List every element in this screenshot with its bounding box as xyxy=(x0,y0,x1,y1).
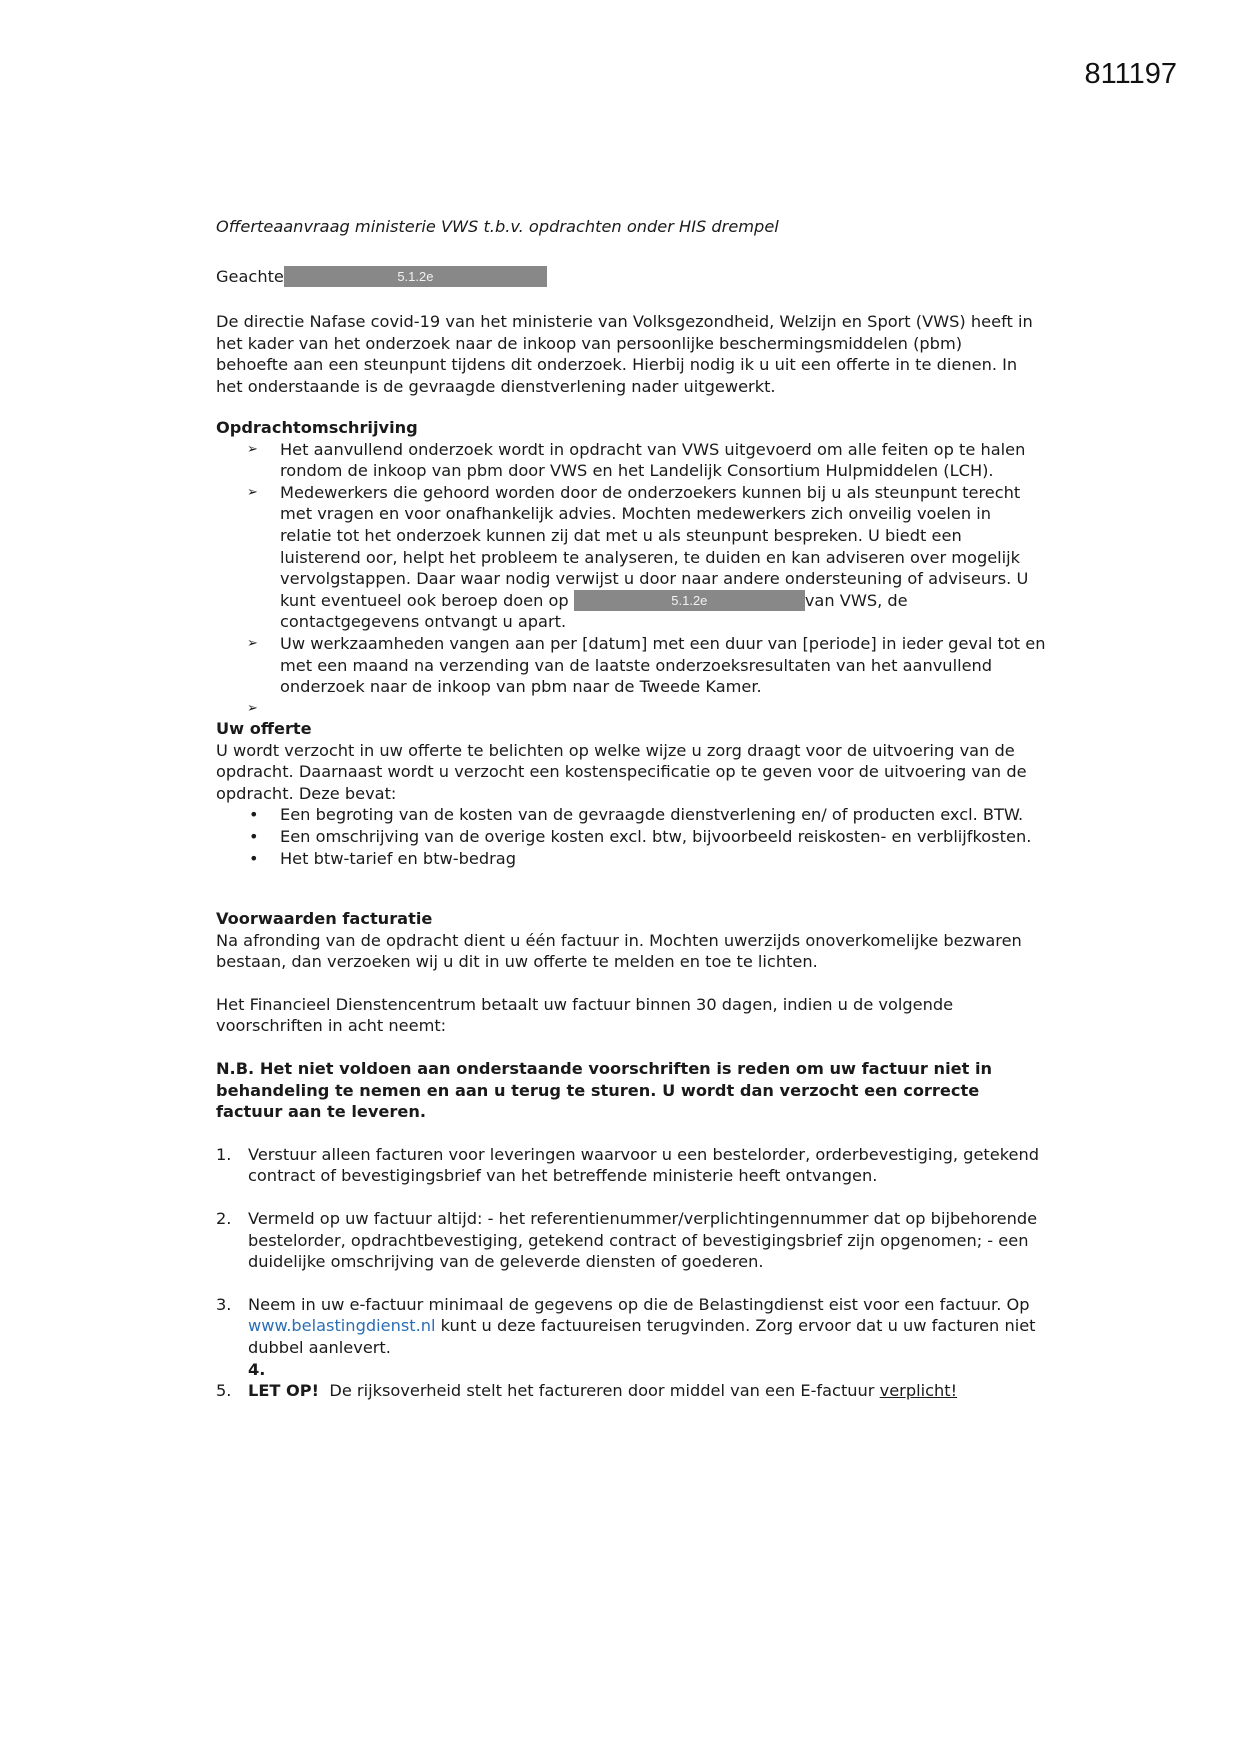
billing-section xyxy=(216,908,1046,1402)
offer-heading: Uw offerte xyxy=(216,719,312,738)
billing-paragraph: Na afronding van de opdracht dient u één factuur in. Mochten uwerzijds onoverkomelijke bezwaren bestaan, dan verzoeken wij u dit in uw offerte te melden en toe te lichten. xyxy=(216,930,1022,972)
bullet-icon: • xyxy=(249,826,259,846)
salutation xyxy=(216,266,547,288)
offer-section xyxy=(216,718,1046,869)
rule-item: 3. Neem in uw e-factuur minimaal de gegevens op die de Belastingdienst eist voor een factuur. Op www.belastingdienst.nl kunt u deze factuureisen terugvinden. Zorg ervoor dat u uw facturen niet dubbel aanlevert. xyxy=(216,1294,1036,1357)
arrow-bullet-icon: ➢ xyxy=(247,484,258,500)
billing-paragraph: Het Financieel Dienstencentrum betaalt uw factuur binnen 30 dagen, indien u de volgende voorschriften in acht neemt: xyxy=(216,994,954,1036)
assignment-list xyxy=(216,439,1046,720)
list-item xyxy=(216,698,1046,720)
billing-heading: Voorwaarden facturatie xyxy=(216,909,433,928)
warning-label: LET OP! xyxy=(248,1381,320,1401)
bullet-icon: • xyxy=(249,805,259,825)
redaction-box: 5.1.2e xyxy=(284,266,547,287)
assignment-section xyxy=(216,417,1046,719)
belastingdienst-link[interactable]: www.belastingdienst.nl xyxy=(248,1316,436,1336)
list-item: • Het btw-tarief en btw-bedrag xyxy=(249,848,516,868)
nb-notice: N.B. Het niet voldoen aan onderstaande voorschriften is reden om uw factuur niet in behandeling te nemen en aan u terug te sturen. U wordt dan verzocht een correcte factuur aan te leveren. xyxy=(216,1058,993,1122)
arrow-bullet-icon: ➢ xyxy=(247,700,258,716)
intro-paragraph: De directie Nafase covid-19 van het ministerie van Volksgezondheid, Welzijn en Sport (VWS) heeft in het kader van het onderzoek naar de inkoop van persoonlijke beschermingsmiddelen (pbm) behoefte aan een steunpunt tijdens dit onderzoek. Hierbij nodig ik u uit een offerte in te dienen. In het onderstaande is de gevraagde dienstverlening nader uitgewerkt. xyxy=(216,312,1033,396)
rule-item: 1. Verstuur alleen facturen voor leveringen waarvoor u een bestelorder, orderbevestiging, getekend contract of bevestigingsbrief van het betreffende ministerie heeft ontvangen. xyxy=(216,1144,1040,1186)
offer-list xyxy=(216,804,1046,869)
redaction-box: 5.1.2e xyxy=(574,590,805,611)
bullet-icon: • xyxy=(249,848,259,868)
rule-item: 2. Vermeld op uw factuur altijd: - het referentienummer/verplichtingennummer dat op bijbehorende bestelorder, opdrachtbevestiging, getekend contract of bevestigingsbrief zijn opgenomen; - een duidelijke omschrijving van de geleverde diensten of goederen. xyxy=(216,1208,1038,1272)
arrow-bullet-icon: ➢ xyxy=(247,441,258,457)
arrow-bullet-icon: ➢ xyxy=(247,635,258,651)
mandatory-emphasis: verplicht! xyxy=(879,1381,958,1401)
list-item: • Een begroting van de kosten van de gevraagde dienstverlening en/ of producten excl. BTW. xyxy=(249,805,1024,825)
salutation-prefix: Geachte xyxy=(216,267,284,286)
list-item: ➢ Het aanvullend onderzoek wordt in opdracht van VWS uitgevoerd om alle feiten op te halen rondom de inkoop van pbm door VWS en het Landelijk Consortium Hulpmiddelen (LCH). xyxy=(247,439,1026,481)
letter-title: Offerteaanvraag ministerie VWS t.b.v. opdrachten onder HIS drempel xyxy=(216,217,779,236)
offer-paragraph: U wordt verzocht in uw offerte te belichten op welke wijze u zorg draagt voor de uitvoering van de opdracht. Daarnaast wordt u verzocht een kostenspecificatie op te geven voor de uitvoering van de opdracht. Deze bevat: xyxy=(216,740,1027,803)
rule-item: 4. xyxy=(248,1359,266,1379)
rule-item: 5. LET OP! De rijksoverheid stelt het factureren door middel van een E-factuur verplicht! xyxy=(216,1381,958,1401)
list-item: ➢ Uw werkzaamheden vangen aan per [datum] met een duur van [periode] in ieder geval tot en met een maand na verzending van de laatste onderzoeksresultaten van het aanvullend onderzoek naar de inkoop van pbm naar de Tweede Kamer. xyxy=(247,633,1046,697)
document-id: 811197 xyxy=(1084,58,1177,90)
assignment-heading: Opdrachtomschrijving xyxy=(216,418,418,437)
list-item: ➢ Medewerkers die gehoord worden door de onderzoekers kunnen bij u als steunpunt terecht met vragen en voor onafhankelijk advies. Mochten medewerkers zich onveilig voelen in relatie tot het onderzoek kunnen zij dat met u als steunpunt bespreken. U biedt een luisterend oor, helpt het probleem te analyseren, te duiden en kan adviseren over mogelijk vervolgstappen. Daar waar nodig verwijst u door naar andere ondersteuning of adviseurs. U kunt eventueel ook beroep doen op 5.1.2e van VWS, de contactgegevens ontvangt u apart. xyxy=(247,482,1029,632)
list-item: • Een omschrijving van de overige kosten excl. btw, bijvoorbeeld reiskosten- en verblijfkosten. xyxy=(249,826,1032,846)
